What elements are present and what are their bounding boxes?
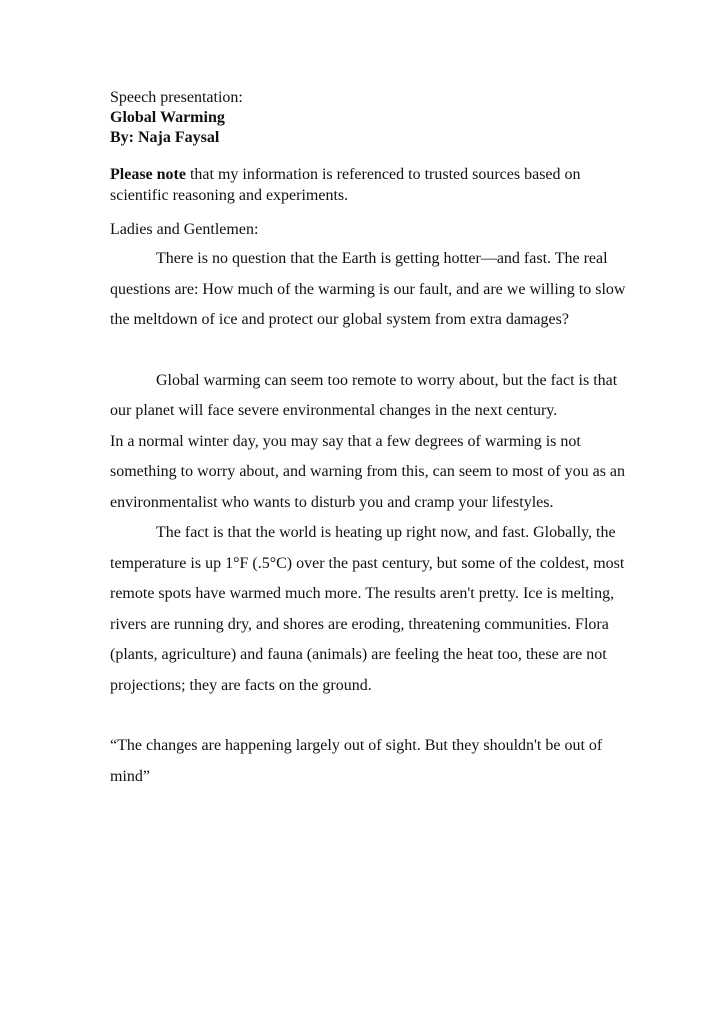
document-title: Global Warming xyxy=(110,109,225,126)
document-page xyxy=(110,88,630,792)
salutation: Ladies and Gentlemen: xyxy=(110,221,259,238)
speech-label: Speech presentation: xyxy=(110,89,243,106)
note-bold-lead: Please note xyxy=(110,166,186,183)
source-note xyxy=(110,164,630,206)
closing-quote: “The changes are happening largely out of sight. But they shouldn't be out of mind” xyxy=(110,737,603,785)
author-byline: By: Naja Faysal xyxy=(110,129,220,146)
note-text: that my information is referenced to trusted sources based on scientific reasoning and experiments. xyxy=(110,166,581,204)
paragraph-winter: In a normal winter day, you may say that a few degrees of warming is not something to worry about, and warning from this, can seem to most of you as an environmentalist who wants to disturb you and cramp your lifestyles. xyxy=(110,432,626,511)
paragraph-facts: The fact is that the world is heating up right now, and fast. Globally, the temperature is up 1°F (.5°C) over the past century, but some of the coldest, most remote spots have warmed much more. The results aren't pretty. Ice is melting, rivers are running dry, and shores are eroding, threatening communities. Flora (plants, agriculture) and fauna (animals) are feeling the heat too, these are not projections; they are facts on the ground. xyxy=(110,524,625,694)
paragraph-intro: There is no question that the Earth is getting hotter—and fast. The real questions are: How much of the warming is our fault, and are we willing to slow the meltdown of ice and protect our global system from extra damages? xyxy=(110,250,626,328)
paragraph-remote: Global warming can seem too remote to worry about, but the fact is that our planet will face severe environmental changes in the next century. xyxy=(110,371,618,419)
